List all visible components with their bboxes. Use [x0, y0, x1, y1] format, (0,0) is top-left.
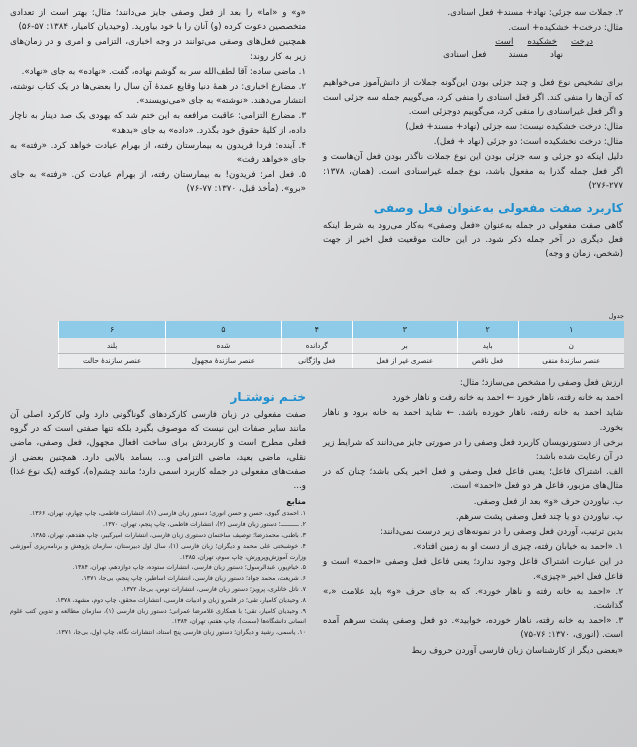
table-cell: باید [457, 338, 518, 353]
paragraph: «بعضی دیگر از کارشناسان زبان فارسی آوردن حروف ربط [411, 645, 623, 656]
reference-item: ۱۰. یاسمی، رشید و دیگران؛ دستور زبان فارسی پنج استاد، انتشارات نگاه، چاپ اول، بی‌جا، ۱۳۷۱. [56, 629, 306, 637]
table-cell: عنصری غیر از فعل [352, 353, 457, 368]
paragraph: در این عبارت اشتراک فاعل وجود ندارد؛ یعنی فاعل فعل وصفی «احمد» است و فاعل فعل اخیر «چیزی». [323, 557, 623, 582]
references-list [10, 509, 306, 638]
reference-item: ۹. وحیدیان کامیار، تقی؛ با همکاری غلامرضا عمرانی؛ دستور زبان فارسی (۱)، سازمان مطالعه و تدوین کتب علوم انسانی دانشگاه‌ها (سمت)، چاپ هفتم، تهران، ۱۳۸۴. [10, 608, 306, 626]
paragraph: ۱. «احمد به خیابان رفته، چیزی از دست او به زمین افتاد». [413, 542, 623, 553]
paragraph: الف. اشتراک فاعل؛ یعنی فاعل فعل وصفی و فعل اخیر یکی باشد؛ چنان که در مثال‌های مزبور، فاعل هر دو فعل «احمد» است. [323, 467, 623, 492]
reference-item: ۴. خوشبختی علی محمد و دیگران؛ زبان فارسی (۱)، سال اول دبیرستان، سازمان پژوهش و برنامه‌ریزی آموزشی وزارت آموزش‌وپرورش، چاپ سوم، تهران، ۱۳۸۵. [10, 543, 306, 561]
paragraph: ۱. ماضی ساده: آقا لطف‌الله سر به گوشم نهاده، گفت. «نهاده» به جای «نهاد». [21, 66, 306, 77]
paragraph: ۳. مضارع التزامی: عاقبت مرافعه به این ختم شد که یهودی یک صد دینار به ناچار داده، از کلیهٔ حقوق خود بگذرد. «داده» به جای «بدهد» [10, 111, 306, 136]
formula-word: خشکیده [527, 37, 558, 48]
paragraph: بدین ترتیب، آوردن فعل وصفی را در نمونه‌های زیر درست نمی‌دانند: [380, 527, 623, 538]
conclusion-heading: ختـم نوشتـار [230, 390, 306, 404]
formula-role: فعل اسنادی [443, 50, 487, 61]
paragraph: ۵. فعل امر: فریدون! به بیمارستان رفته، از بهرام عیادت کن. «رفته» به جای «برو». (مأخذ قبل، ۱۳۷۰: ۷۷-۷۶) [10, 170, 306, 195]
table-header-cell: ۱ [518, 321, 624, 338]
left-column [10, 6, 306, 198]
table-cell: گردانده [281, 338, 352, 353]
paragraph: ۲. «احمد به خانه رفته و ناهار خورد». که به جای حرف «و» باید علامت «،» گذاشت. [323, 586, 623, 612]
left-column-bottom [10, 388, 306, 639]
paragraph: پ. نیاوردن دو یا چند فعل وصفی پشت سرهم. [455, 511, 623, 522]
paragraph: ب. نیاوردن حرف «و» بعد از فعل وصفی. [473, 496, 623, 507]
table-header-cell: ۴ [281, 321, 352, 338]
example-intro: مثال: درخت+ خشکیده+ است. [508, 23, 623, 34]
sentence-formula [323, 36, 623, 62]
paragraph: گاهی صفت مفعولی در جمله به‌عنوان «فعل وصفی» به‌کار می‌رود به شرط اینکه فعل دیگری در آخر جمله ذکر شود. در این حالت موقعیت فعل اخیر از جهت (شخص، زمان و وجه) [323, 221, 623, 260]
reference-item: ۱. احمدی گیوی، حسن و حسن انوری؛ دستور زبان فارسی (۱)، انتشارات فاطمی، چاپ چهارم، تهران، ۱۳۶۶. [30, 510, 306, 518]
paragraph: «و» و «اما» را بعد از فعل وصفی جایز می‌دانند؛ مثال: بهتر است از تعدادی متخصصین دعوت کرده (و) آنان را با خود بیاورید. (وحیدیان کامیار، ۱۳۸۴: ۵۷-۵۶) [10, 8, 306, 33]
table-cell: ن [518, 338, 624, 353]
table-cell: عنصر سازندهٔ منفی [518, 353, 624, 368]
reference-item: ۵. خیام‌پور، عبدالرسول؛ دستور زبان فارسی، انتشارات ستوده، چاپ دوازدهم، تهران، ۱۳۸۴. [72, 564, 306, 572]
paragraph: مثال: درخت خشکیده نیست: سه جزئی (نهاد+ مسند+ فعل) [405, 122, 623, 133]
reference-item: ۶. شریعت، محمد جواد؛ دستور زبان فارسی، انتشارات اساطیر، چاپ پنجم، بی‌جا، ۱۳۷۱. [81, 575, 306, 583]
table-cell: عنصر سازندهٔ حالت [59, 353, 166, 368]
paragraph: احمد به خانه رفته، ناهار خورد ← احمد به خانه رفت و ناهار خورد [392, 393, 623, 404]
table-cell: فعل واژگانی [281, 353, 352, 368]
formula-role: مسند [508, 50, 529, 61]
right-column-bottom [323, 376, 623, 659]
table-cell: فعل ناقص [457, 353, 518, 368]
table-cell: عنصر سازندهٔ مجهول [166, 353, 281, 368]
participle-table [58, 312, 624, 369]
table-cell: بلند [59, 338, 166, 353]
paragraph: همچنین فعل‌های وصفی می‌توانند در وجه اخباری، التزامی و امری و در زمان‌های زیر به کار روند: [10, 37, 306, 62]
reference-item: ۲. ــــــــــ؛ دستور زبان فارسی (۲)، انتشارات فاطمی، چاپ پنجم، تهران، ۱۳۷۰. [103, 521, 306, 529]
table-cell: بر [352, 338, 457, 353]
paragraph: برای تشخیص نوع فعل و چند جزئی بودن این‌گونه جملات از دانش‌آموز می‌خواهیم که آن‌ها را منفی کند. اگر فعل اسنادی را منفی کرد، می‌گوییم جمله سه جزئی است و اگر فعل غیراسنادی را منفی کرد، می‌گوییم دوجزئی است. [323, 78, 623, 117]
references-title: منابع [286, 497, 306, 507]
table-cell: شده [166, 338, 281, 353]
paragraph: ارزش فعل وصفی را مشخص می‌سازد؛ مثال: [459, 378, 623, 388]
paragraph: دلیل اینکه دو جزئی و سه جزئی بودن این نوع جملات ناگذر بودن فعل آن‌هاست و اگر فعل جمله گذرا به مفعول باشد، نوع جمله غیراسنادی است. (همان، ۱۳۷۸: ۲۷۷-۲۷۶) [323, 152, 623, 191]
reference-item: ۸. وحیدیان کامیار، تقی؛ در قلمرو زبان و ادبیات فارسی، انتشارات محقق، چاپ دوم، مشهد، ۱۳۷۸. [55, 597, 306, 605]
paragraph: ۲. مضارع اخباری: در همهٔ دنیا وقایع عمدهٔ آن سال را بعضی‌ها در یک کتاب نوشته، انتشار می‌دهند. «نوشته» به جای «می‌نویسند». [10, 82, 306, 107]
paragraph: ۴. آینده: فردا فریدون به بیمارستان رفته، از بهرام عیادت خواهد کرد. «رفته» به جای «خواهد رفت» [10, 140, 306, 166]
section-heading: کاربرد صفت مفعولی به‌عنوان فعل وصفی [373, 201, 623, 216]
paragraph: برخی از دستورنویسان کاربرد فعل وصفی را در صورتی جایز می‌دانند که شرایط زیر در آن رعایت شده باشد: [323, 437, 623, 463]
table-row [59, 338, 625, 353]
paragraph: شاید احمد به خانه رفته، ناهار خورده باشد. ← شاید احمد به خانه برود و ناهار بخورد. [323, 408, 623, 433]
paragraph: صفت مفعولی در زبان فارسی کارکردهای گوناگونی دارد ولی کارکرد اصلی آن مانند سایر صفات این نیست که موصوف بگیرد بلکه تنها صفتی است که در گروه فعلی مطرح است و کاربردش برای ساخت افعال مجهول، فعل وصفی، ماضی نقلی، ماضی بعید، ماضی التزامی و... بسامد بالایی دارد. همچنین بعضی از صفت‌های مفعولی در جمله کاربرد اسمی دارد؛ مانند چشم(ه)، کوفته (یک نوع غذا) و... [10, 410, 306, 492]
table-header-cell: ۳ [352, 321, 457, 338]
paragraph: ۳. «احمد به خانه رفته، ناهار خورده، خوابید». دو فعل وصفی پشت سرهم آمده است. (انوری، ۱۳۷۰: ۷۶-۷۵) [323, 616, 623, 641]
reference-item: ۷. ناتل خانلری، پرویز؛ دستور زبان فارسی، انتشارات توس، بی‌جا، ۱۳۷۲. [121, 586, 306, 594]
paragraph: مثال: درخت نخشکیده است: دو جزئی (نهاد + فعل). [433, 137, 623, 148]
right-column [323, 6, 623, 263]
reference-item: ۳. باطنی، محمدرضا؛ توصیف ساختمان دستوری زبان فارسی، انتشارات امیرکبیر، چاپ هفدهم، تهران، ۱۳۸۵. [30, 532, 306, 540]
table-caption: جدول [608, 312, 624, 320]
formula-word: درخت [571, 37, 593, 48]
table-row [59, 353, 625, 368]
formula-role: نهاد [550, 50, 563, 61]
table-header-cell: ۶ [59, 321, 166, 338]
formula-word: است [495, 37, 514, 48]
item-three-part-sentences: ۲. جملات سه جزئی: نهاد+ مسند+ فعل اسنادی. [447, 8, 623, 18]
table-header-cell: ۵ [166, 321, 281, 338]
table-header-cell: ۲ [457, 321, 518, 338]
